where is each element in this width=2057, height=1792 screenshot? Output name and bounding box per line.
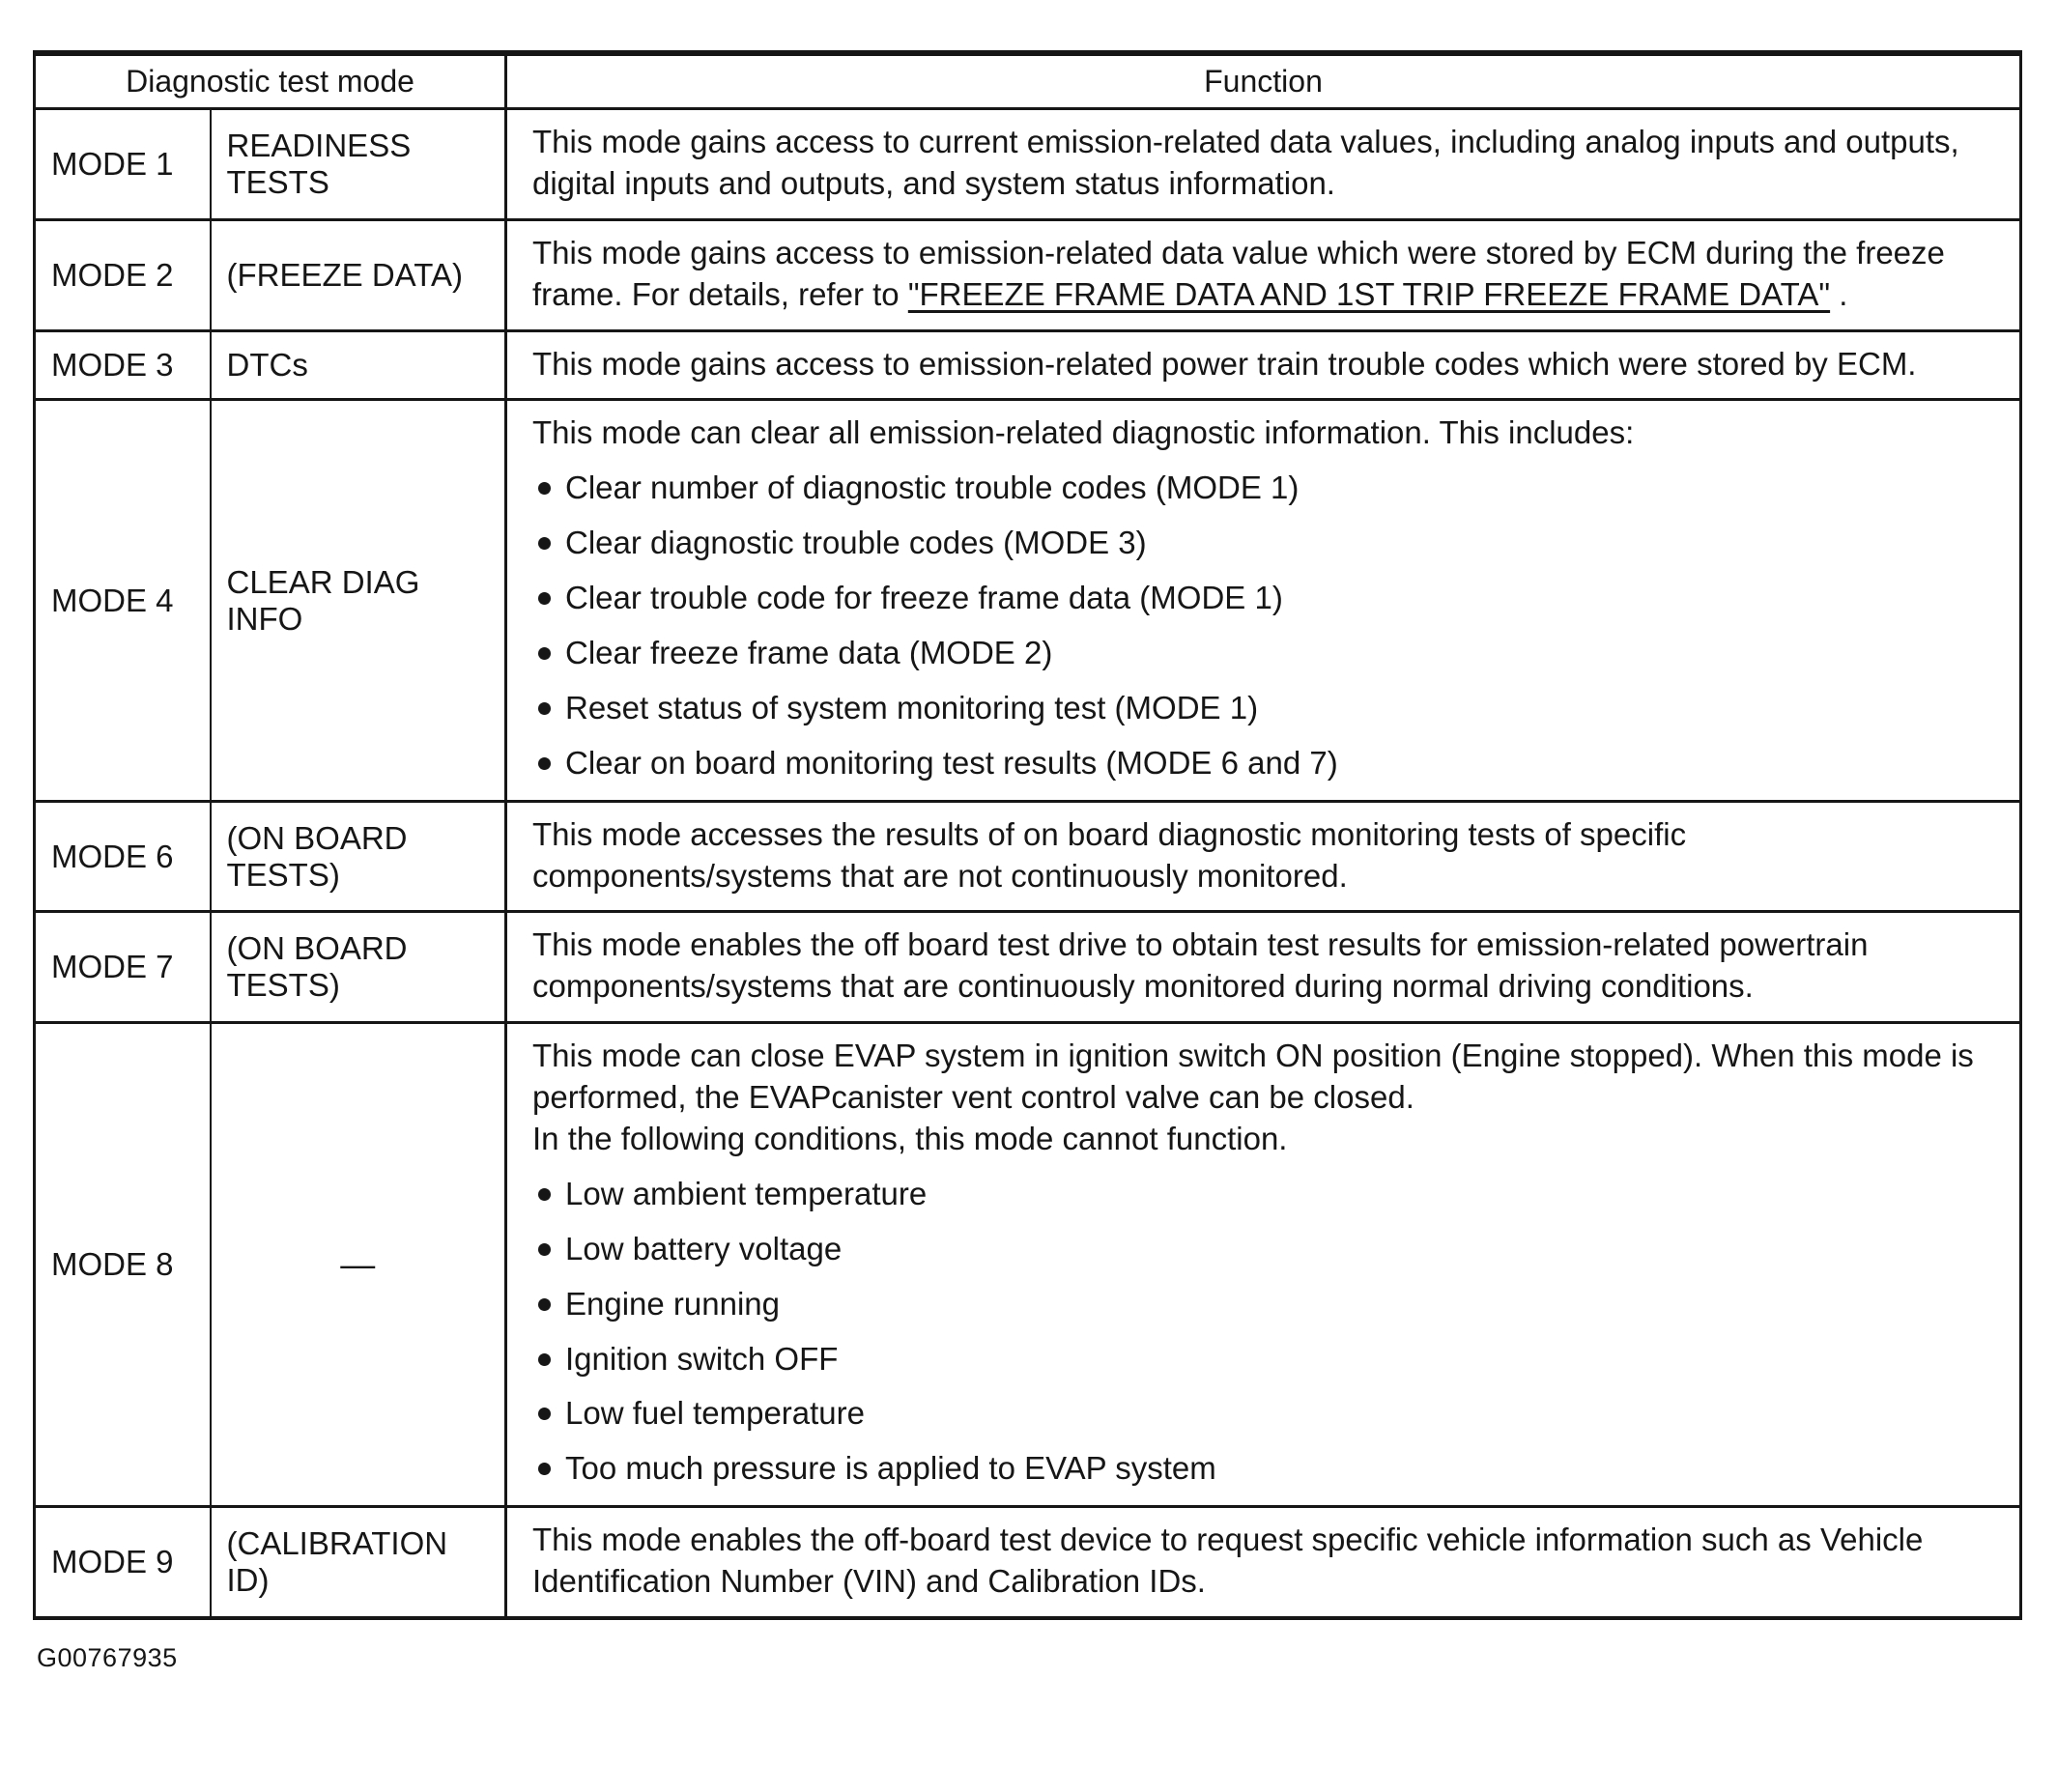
header-row [35, 53, 2021, 109]
test-name-cell: (FREEZE DATA) [211, 219, 506, 330]
bullet-item [536, 1393, 1994, 1435]
bullet-icon [538, 757, 551, 770]
table-row [35, 400, 2021, 801]
bullet-item [536, 1448, 1994, 1490]
bullet-item [536, 1284, 1994, 1325]
table-row [35, 330, 2021, 400]
table-row [35, 219, 2021, 330]
bullet-text: Low ambient temperature [565, 1175, 928, 1211]
bullet-text: Clear number of diagnostic trouble codes (MODE 1) [565, 469, 1300, 506]
mode-cell: MODE 3 [35, 330, 211, 400]
freeze-frame-data-link[interactable]: "FREEZE FRAME DATA AND 1ST TRIP FREEZE FRAME DATA" [907, 275, 1831, 312]
table-row [35, 1023, 2021, 1507]
mode-cell: MODE 7 [35, 912, 211, 1023]
test-name-cell: (ON BOARD TESTS) [211, 801, 506, 912]
function-paragraph: This mode gains access to emission-related power train trouble codes which were stored by ECM. [532, 345, 1917, 382]
function-cell [506, 330, 2021, 400]
test-name-cell: READINESS TESTS [211, 109, 506, 220]
test-name-cell: (ON BOARD TESTS) [211, 912, 506, 1023]
header-function: Function [506, 53, 2021, 109]
bullet-icon [538, 1463, 551, 1475]
test-name-cell: DTCs [211, 330, 506, 400]
bullet-icon [538, 1188, 551, 1201]
bullet-text: Clear on board monitoring test results (MODE 6 and 7) [565, 744, 1338, 781]
mode-cell: MODE 4 [35, 400, 211, 801]
mode-cell: MODE 8 [35, 1023, 211, 1507]
bullet-text: Clear trouble code for freeze frame data (MODE 1) [565, 580, 1283, 616]
function-paragraph: This mode enables the off board test drive to obtain test results for emission-related powertrain components/systems that are continuously monitored during normal driving conditions. [532, 926, 1869, 1005]
bullet-icon [538, 702, 551, 715]
test-name-cell: CLEAR DIAG INFO [211, 400, 506, 801]
function-paragraph: This mode accesses the results of on board diagnostic monitoring tests of specific components/systems that are not continuously monitored. [532, 815, 1687, 894]
bullet-icon [538, 1408, 551, 1420]
table-row [35, 912, 2021, 1023]
bullet-icon [538, 1243, 551, 1256]
function-paragraph: This mode enables the off-board test device to request specific vehicle information such as Vehicle Identification Number (VIN) and Calibration IDs. [532, 1522, 1924, 1600]
bullet-icon [538, 592, 551, 605]
bullet-item [536, 578, 1994, 619]
bullet-item [536, 633, 1994, 674]
bullet-item [536, 1339, 1994, 1380]
bullet-item [536, 468, 1994, 509]
mode-cell: MODE 1 [35, 109, 211, 220]
mode-cell: MODE 6 [35, 801, 211, 912]
table-row [35, 801, 2021, 912]
test-name-cell: (CALIBRATION ID) [211, 1507, 506, 1618]
bullet-icon [538, 1298, 551, 1311]
function-cell [506, 400, 2021, 801]
diagnostic-test-mode-table [33, 50, 2022, 1620]
mode-cell: MODE 9 [35, 1507, 211, 1618]
bullet-text: Too much pressure is applied to EVAP system [565, 1450, 1216, 1487]
bullet-text: Low battery voltage [565, 1230, 843, 1266]
function-paragraph: In the following conditions, this mode cannot function. [532, 1121, 1288, 1157]
bullet-icon [538, 537, 551, 550]
header-diagnostic-test-mode: Diagnostic test mode [35, 53, 506, 109]
function-cell [506, 1023, 2021, 1507]
bullet-icon [538, 482, 551, 495]
function-paragraph: This mode gains access to emission-related data value which were stored by ECM during the freeze frame. For details, refer to "FREEZE FRAME DATA AND 1ST TRIP FREEZE FRAME DATA" . [532, 234, 1945, 312]
bullet-item [536, 1229, 1994, 1270]
table-header [35, 53, 2021, 109]
bullet-text: Reset status of system monitoring test (MODE 1) [565, 689, 1259, 725]
table-row [35, 1507, 2021, 1618]
function-cell [506, 801, 2021, 912]
table-body [35, 109, 2021, 1619]
function-cell [506, 912, 2021, 1023]
bullet-item [536, 1174, 1994, 1215]
bullet-item [536, 688, 1994, 729]
bullet-text: Ignition switch OFF [565, 1340, 839, 1377]
function-paragraph: This mode can close EVAP system in ignition switch ON position (Engine stopped). When this mode is performed, the EVAPcanister vent control valve can be closed. [532, 1038, 1974, 1116]
figure-id: G00767935 [37, 1643, 178, 1673]
bullet-list [532, 468, 1994, 783]
table-row [35, 109, 2021, 220]
bullet-item [536, 743, 1994, 784]
bullet-text: Low fuel temperature [565, 1395, 866, 1432]
bullet-icon [538, 1353, 551, 1366]
test-name-cell: — [211, 1023, 506, 1507]
bullet-text: Engine running [565, 1285, 781, 1322]
mode-cell: MODE 2 [35, 219, 211, 330]
function-cell [506, 109, 2021, 220]
bullet-item [536, 523, 1994, 564]
function-paragraph: This mode can clear all emission-related diagnostic information. This includes: [532, 414, 1635, 451]
bullet-text: Clear diagnostic trouble codes (MODE 3) [565, 525, 1147, 561]
function-cell [506, 219, 2021, 330]
bullet-text: Clear freeze frame data (MODE 2) [565, 635, 1053, 671]
bullet-list [532, 1174, 1994, 1490]
bullet-icon [538, 647, 551, 660]
function-cell [506, 1507, 2021, 1618]
function-paragraph: This mode gains access to current emission-related data values, including analog inputs and outputs, digital inputs and outputs, and system status information. [532, 124, 1959, 201]
